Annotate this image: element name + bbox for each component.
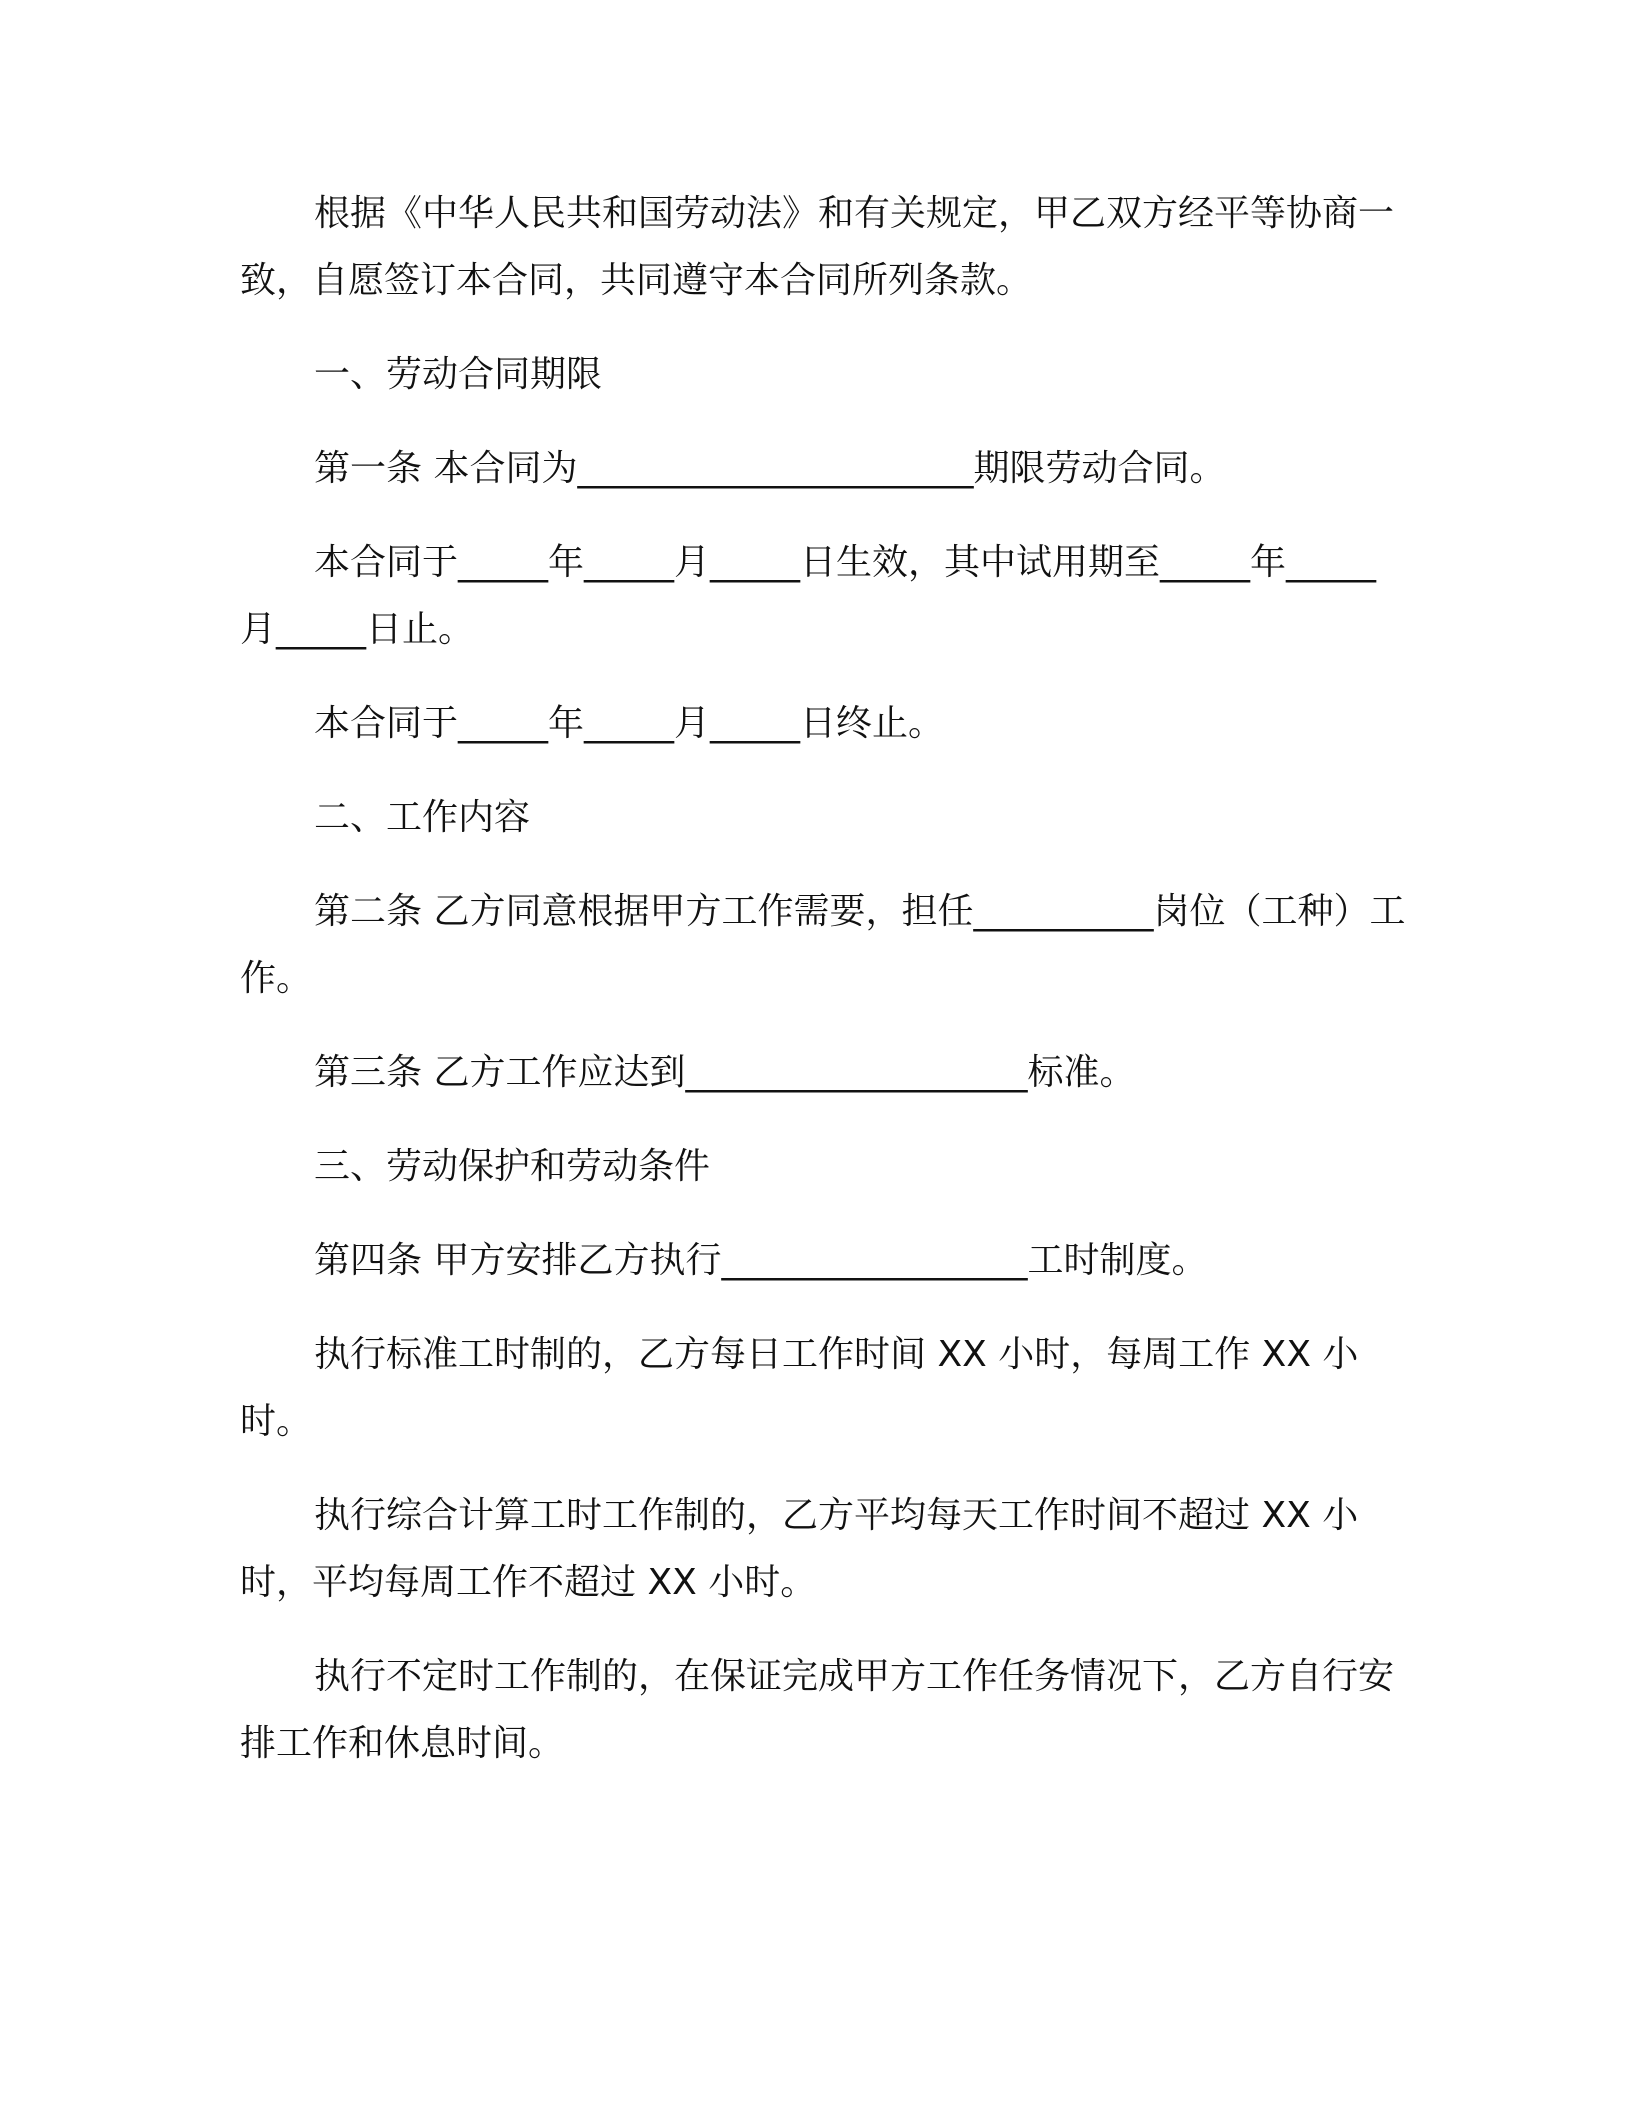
intro-paragraph: 根据《中华人民共和国劳动法》和有关规定，甲乙双方经平等协商一致，自愿签订本合同，共同遵守本合同所列条款。 [240,193,1395,301]
article-2-paragraph: 第二条 乙方同意根据甲方工作需要，担任__________岗位（工种）工作。 [240,891,1406,999]
comprehensive-hours-paragraph: 执行综合计算工时工作制的，乙方平均每天工作时间不超过 XX 小时，平均每周工作不超过 XX 小时。 [240,1495,1359,1603]
article-1-paragraph: 第一条 本合同为______________________期限劳动合同。 [314,448,1226,489]
article-3-paragraph: 第三条 乙方工作应达到___________________标准。 [314,1052,1136,1093]
section-heading-job-content: 二、工作内容 [314,797,531,838]
effective-date-paragraph: 本合同于_____年_____月_____日生效，其中试用期至_____年_____月_____日止。 [240,542,1377,650]
flexible-hours-paragraph: 执行不定时工作制的，在保证完成甲方工作任务情况下，乙方自行安排工作和休息时间。 [240,1656,1395,1764]
section-heading-labor-protection: 三、劳动保护和劳动条件 [314,1146,711,1187]
document-body [240,180,1410,1804]
standard-hours-paragraph: 执行标准工时制的，乙方每日工作时间 XX 小时，每周工作 XX 小时。 [240,1334,1359,1442]
termination-date-paragraph: 本合同于_____年_____月_____日终止。 [314,703,945,744]
section-heading-contract-term: 一、劳动合同期限 [314,354,603,395]
article-4-paragraph: 第四条 甲方安排乙方执行_________________工时制度。 [314,1240,1208,1281]
